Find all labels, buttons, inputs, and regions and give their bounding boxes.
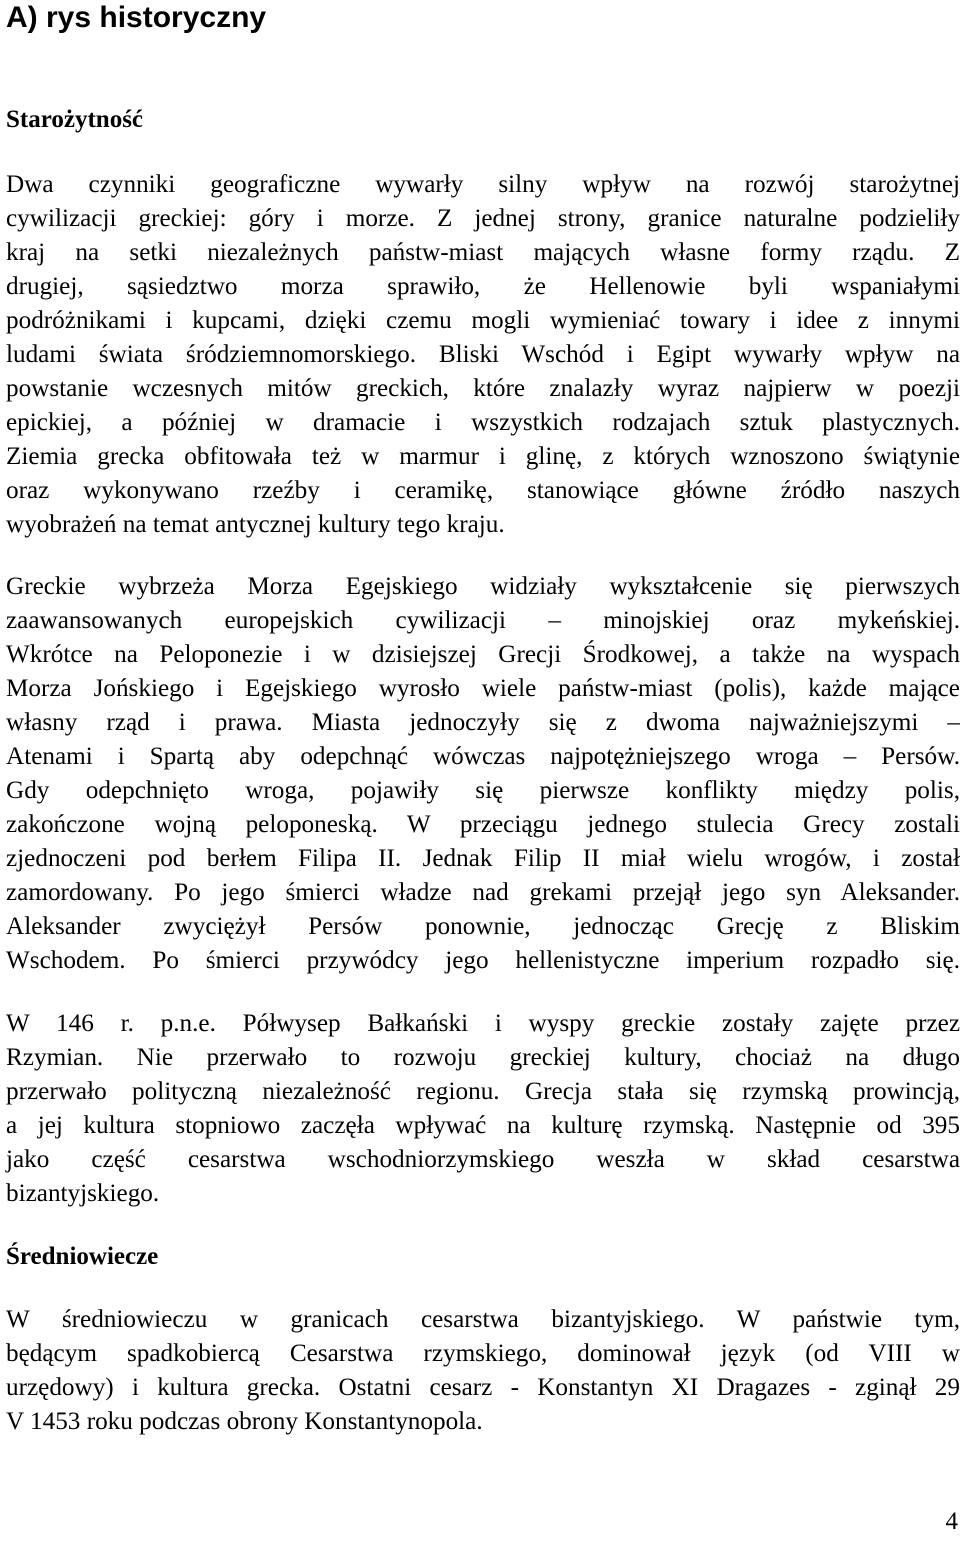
page-title: A) rys historyczny	[6, 1, 267, 34]
text-line: V 1453 roku podczas obrony Konstantynopola.	[6, 1408, 483, 1435]
text-line: Ziemia grecka obfitowała też w marmur i glinę, z których wznoszono świątynie	[6, 443, 960, 470]
text-line: Wkrótce na Peloponezie i w dzisiejszej Grecji Środkowej, a także na wyspach	[6, 641, 960, 668]
text-line: własny rząd i prawa. Miasta jednoczyły się z dwoma najważniejszymi –	[6, 709, 960, 736]
text-line: oraz wykonywano rzeźby i ceramikę, stanowiące główne źródło naszych	[6, 477, 960, 504]
paragraph-geography	[6, 168, 960, 542]
text-line: zaawansowanych europejskich cywilizacji – minojskiej oraz mykeńskiej.	[6, 607, 960, 634]
text-line: będącym spadkobiercą Cesarstwa rzymskiego, dominował język (od VIII w	[6, 1340, 960, 1367]
text-line: Gdy odepchnięto wroga, pojawiły się pierwsze konflikty między polis,	[6, 777, 960, 804]
text-line: Atenami i Spartą aby odepchnąć wówczas najpotężniejszego wroga – Persów.	[6, 743, 960, 770]
section-heading-sredniowiecze: Średniowiecze	[6, 1243, 159, 1270]
text-line: zamordowany. Po jego śmierci władze nad grekami przejął jego syn Aleksander.	[6, 879, 960, 906]
text-line: urzędowy) i kultura grecka. Ostatni cesarz - Konstantyn XI Dragazes - zginął 29	[6, 1374, 960, 1401]
text-line: podróżnikami i kupcami, dzięki czemu mogli wymieniać towary i idee z innymi	[6, 307, 960, 334]
text-line: powstanie wczesnych mitów greckich, które znalazły wyraz najpierw w poezji	[6, 375, 960, 402]
text-line: Greckie wybrzeża Morza Egejskiego widziały wykształcenie się pierwszych	[6, 573, 960, 600]
page-number: 4	[945, 1508, 958, 1535]
text-line: a jej kultura stopniowo zaczęła wpływać na kulturę rzymską. Następnie od 395	[6, 1112, 960, 1139]
text-line: kraj na setki niezależnych państw-miast mających własne formy rządu. Z	[6, 239, 960, 266]
text-line: zjednoczeni pod berłem Filipa II. Jednak Filip II miał wielu wrogów, i został	[6, 845, 960, 872]
text-line: epickiej, a później w dramacie i wszystkich rodzajach sztuk plastycznych.	[6, 409, 960, 436]
text-line: zakończone wojną peloponeską. W przeciągu jednego stulecia Grecy zostali	[6, 811, 960, 838]
text-line: Dwa czynniki geograficzne wywarły silny wpływ na rozwój starożytnej	[6, 171, 960, 198]
text-line: cywilizacji greckiej: góry i morze. Z jednej strony, granice naturalne podzieliły	[6, 205, 960, 232]
text-line: wyobrażeń na temat antycznej kultury tego kraju.	[6, 511, 505, 538]
text-line: przerwało polityczną niezależność regionu. Grecja stała się rzymską prowincją,	[6, 1078, 960, 1105]
text-line: Aleksander zwyciężył Persów ponownie, jednocząc Grecję z Bliskim	[6, 913, 960, 940]
text-line: Wschodem. Po śmierci przywódcy jego hellenistyczne imperium rozpadło się.	[6, 947, 960, 974]
text-line: W 146 r. p.n.e. Półwysep Bałkański i wyspy greckie zostały zajęte przez	[6, 1010, 960, 1037]
text-line: jako część cesarstwa wschodniorzymskiego weszła w skład cesarstwa	[6, 1146, 960, 1173]
paragraph-roman-rule	[6, 1007, 960, 1211]
text-line: ludami świata śródziemnomorskiego. Bliski Wschód i Egipt wywarły wpływ na	[6, 341, 960, 368]
section-heading-starozytnosc: Starożytność	[6, 106, 144, 133]
text-line: Rzymian. Nie przerwało to rozwoju greckiej kultury, chociaż na długo	[6, 1044, 960, 1071]
text-line: drugiej, sąsiedztwo morza sprawiło, że Hellenowie byli wspaniałymi	[6, 273, 960, 300]
text-line: W średniowieczu w granicach cesarstwa bizantyjskiego. W państwie tym,	[6, 1306, 960, 1333]
paragraph-civilizations	[6, 570, 960, 978]
paragraph-byzantium	[6, 1303, 960, 1439]
text-line: Morza Jońskiego i Egejskiego wyrosło wiele państw-miast (polis), każde mające	[6, 675, 960, 702]
text-line: bizantyjskiego.	[6, 1180, 160, 1207]
